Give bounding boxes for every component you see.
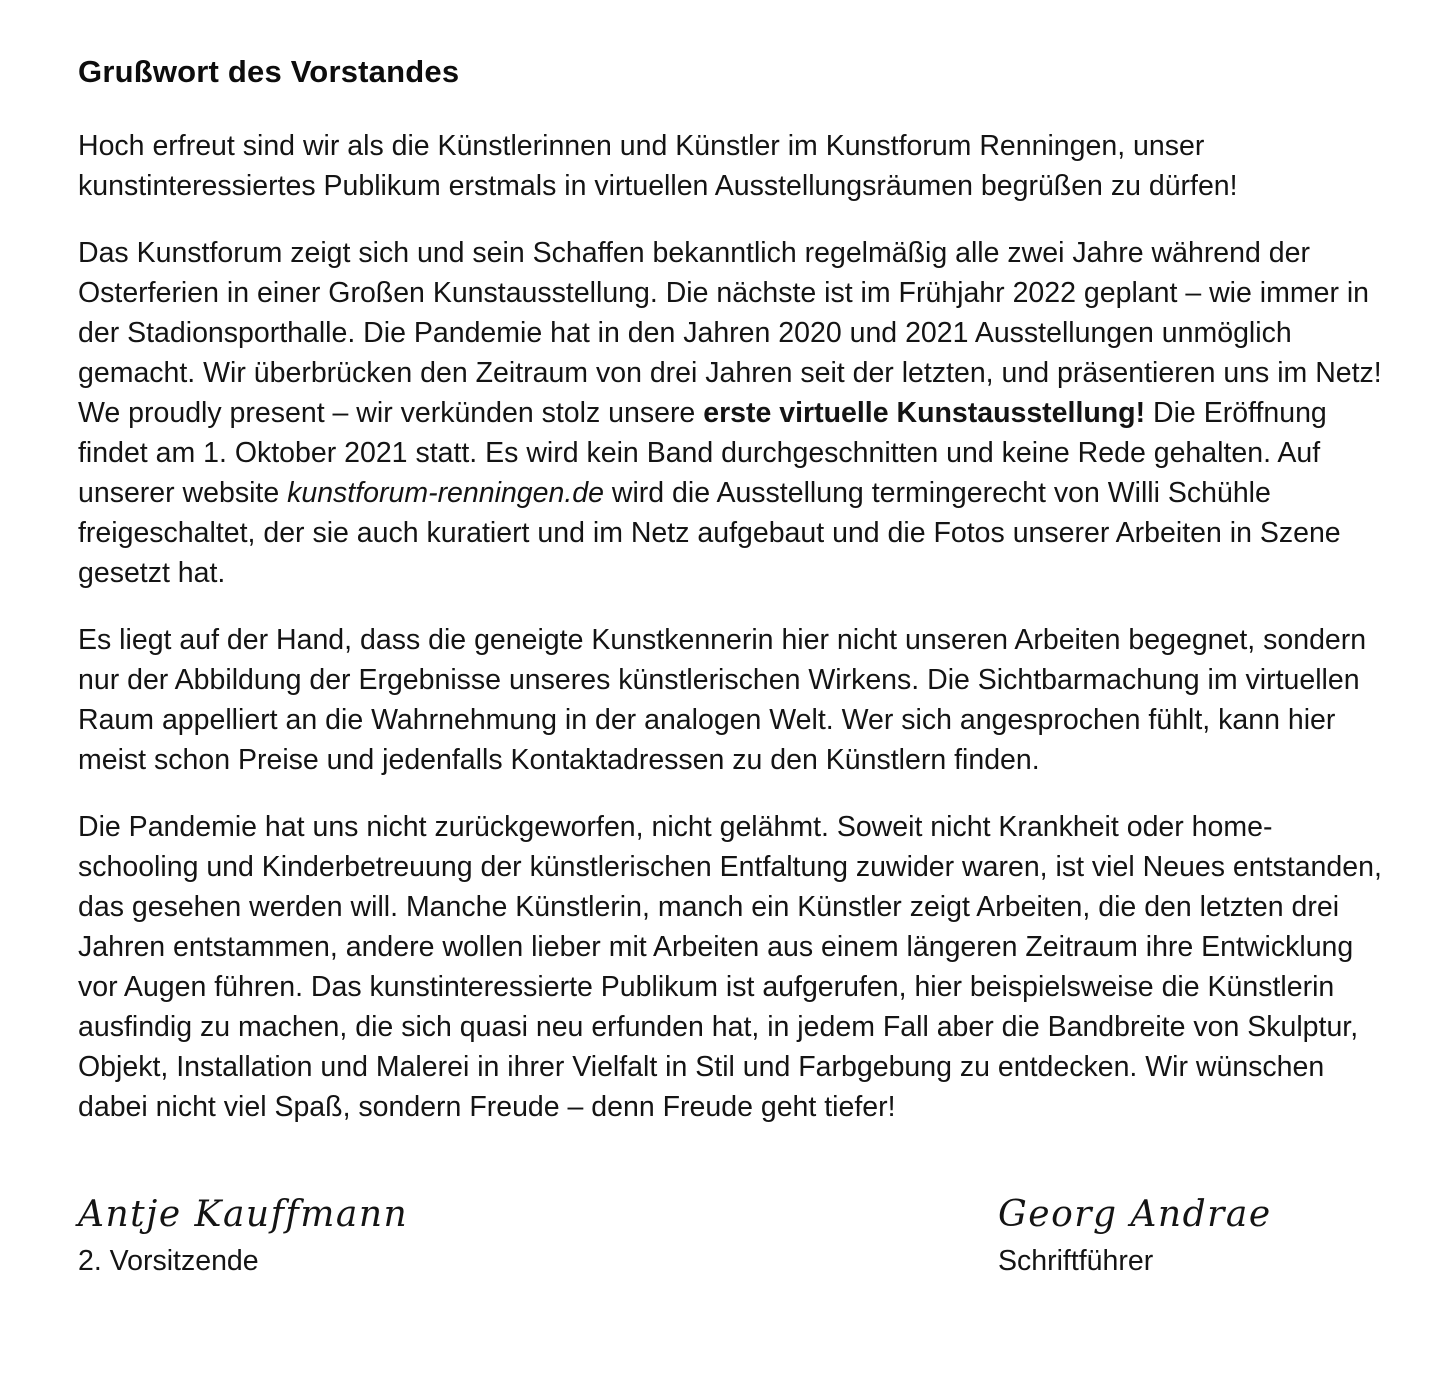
signature-block-right xyxy=(998,1191,1390,1281)
signature-name: Georg Andrae xyxy=(998,1194,1272,1235)
paragraphs xyxy=(78,126,1390,1127)
bold-text: erste virtuelle Kunstausstellung! xyxy=(703,397,1146,429)
paragraph xyxy=(78,620,1390,780)
text-segment: Die Eröffnung findet am 1. Oktober 2021 statt. Es wird kein Band durchgeschnitten und keine Rede gehalten. Auf unserer website xyxy=(78,397,1327,509)
italic-text: kunstforum-renningen.de xyxy=(287,477,604,509)
signature-role: 2. Vorsitzende xyxy=(78,1245,259,1277)
text-segment: Das Kunstforum zeigt sich und sein Schaffen bekanntlich regelmäßig alle zwei Jahre während der Osterferien in einer Großen Kunstausstellung. Die nächste ist im Frühjahr 2022 geplant – wie immer in der Stadionsporthalle. Die Pandemie hat in den Jahren 2020 und 2021 Ausstellungen unmöglich gemacht. Wir überbrücken den Zeitraum von drei Jahren seit der letzten, und präsentieren uns im Netz! We proudly present – wir verkünden stolz unsere xyxy=(78,237,1382,429)
document-content xyxy=(78,54,1390,1281)
signature-name: Antje Kauffmann xyxy=(78,1194,409,1235)
text-segment: Hoch erfreut sind wir als die Künstlerinnen und Künstler im Kunstforum Renningen, unser kunstinteressiertes Publikum erstmals in virtuellen Ausstellungsräumen begrüßen zu dürfen! xyxy=(78,130,1238,202)
paragraph xyxy=(78,807,1390,1127)
signature-row xyxy=(78,1191,1390,1281)
page-title: Grußwort des Vorstandes xyxy=(78,54,460,89)
paragraph xyxy=(78,233,1390,593)
signature-role: Schriftführer xyxy=(998,1245,1154,1277)
text-segment: Die Pandemie hat uns nicht zurückgeworfen, nicht gelähmt. Soweit nicht Krankheit oder home-schooling und Kinderbetreuung der künstlerischen Entfaltung zuwider waren, ist viel Neues entstanden, das gesehen werden will. Manche Künstlerin, manch ein Künstler zeigt Arbeiten, die den letzten drei Jahren entstammen, andere wollen lieber mit Arbeiten aus einem längeren Zeitraum ihre Entwicklung vor Augen führen. Das kunstinteressierte Publikum ist aufgerufen, hier beispielsweise die Künstlerin ausfindig zu machen, die sich quasi neu erfunden hat, in jedem Fall aber die Bandbreite von Skulptur, Objekt, Installation und Malerei in ihrer Vielfalt in Stil und Farbgebung zu entdecken. Wir wünschen dabei nicht viel Spaß, sondern Freude – denn Freude geht tiefer! xyxy=(78,811,1382,1123)
text-segment: Es liegt auf der Hand, dass die geneigte Kunstkennerin hier nicht unseren Arbeiten begegnet, sondern nur der Abbildung der Ergebnisse unseres künstlerischen Wirkens. Die Sichtbarmachung im virtuellen Raum appelliert an die Wahrnehmung in der analogen Welt. Wer sich angesprochen fühlt, kann hier meist schon Preise und jedenfalls Kontaktadressen zu den Künstlern finden. xyxy=(78,624,1367,776)
signature-block-left xyxy=(78,1191,408,1281)
text-segment: wird die Ausstellung termingerecht von Willi Schühle freigeschaltet, der sie auch kuratiert und im Netz aufgebaut und die Fotos unserer Arbeiten in Szene gesetzt hat. xyxy=(78,477,1341,589)
paragraph xyxy=(78,126,1390,206)
